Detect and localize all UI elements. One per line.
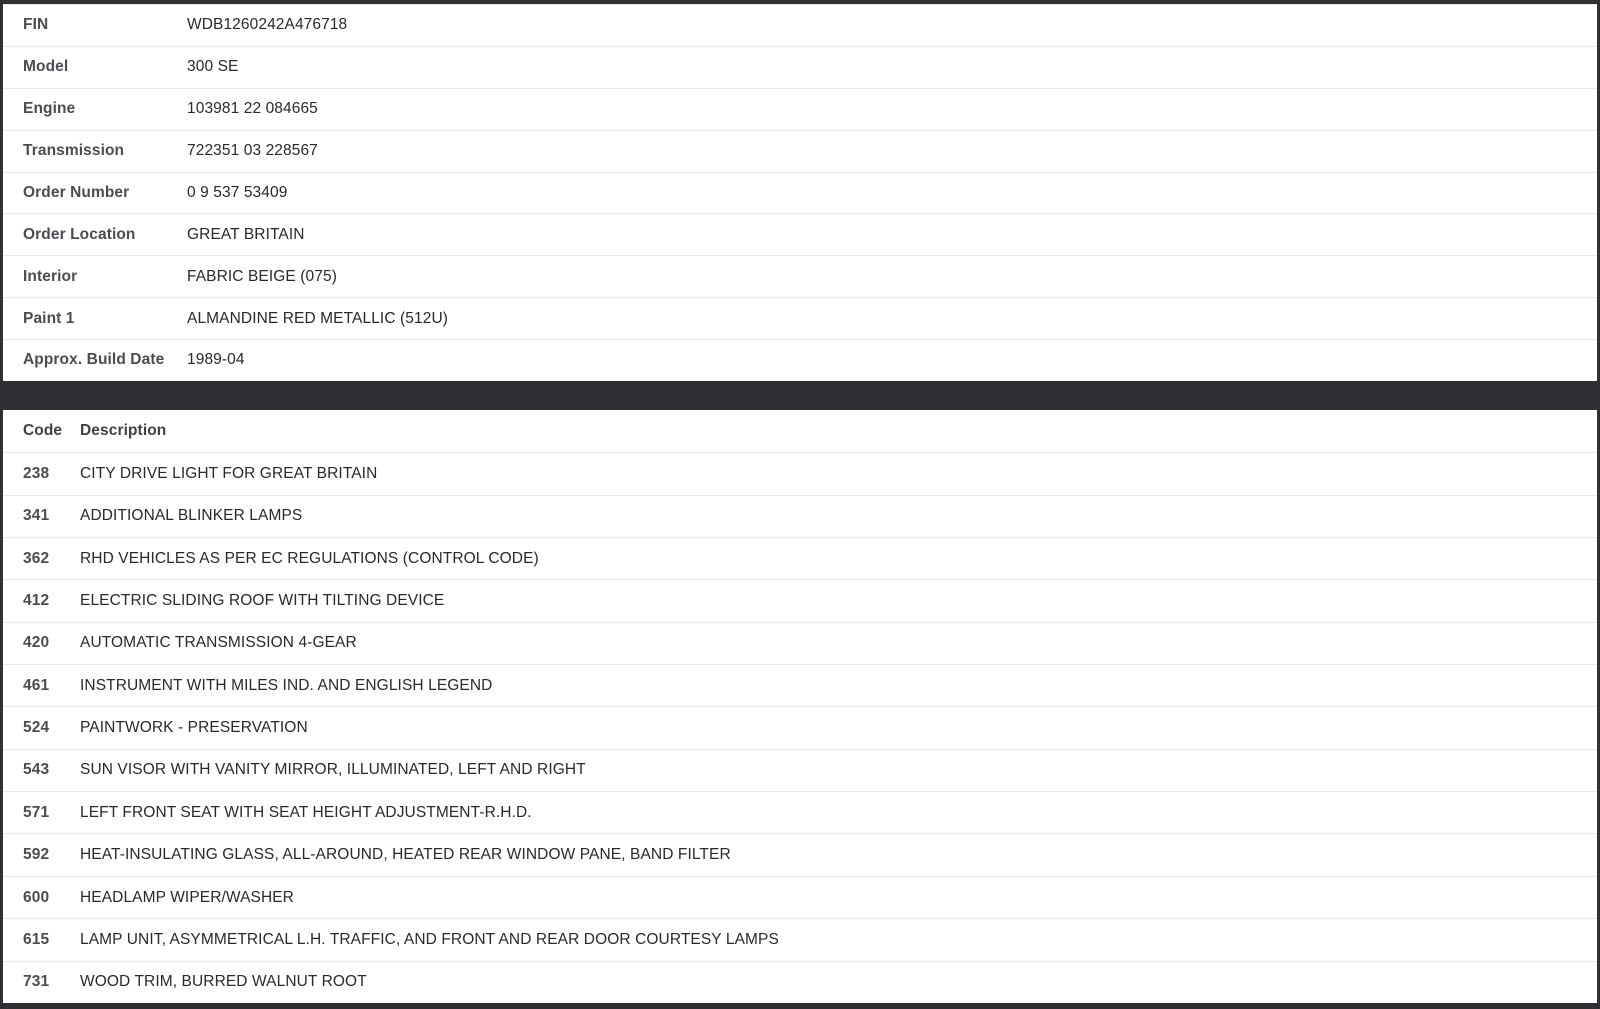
info-label: Model bbox=[23, 58, 69, 76]
option-row bbox=[3, 833, 1597, 875]
info-value: 1989-04 bbox=[187, 351, 245, 369]
info-value: 103981 22 084665 bbox=[187, 100, 318, 118]
options-header-row bbox=[3, 410, 1597, 452]
option-description: AUTOMATIC TRANSMISSION 4-GEAR bbox=[80, 634, 357, 652]
info-row bbox=[3, 255, 1597, 297]
vehicle-info-table bbox=[3, 4, 1597, 381]
option-code: 731 bbox=[23, 973, 50, 991]
info-row bbox=[3, 88, 1597, 130]
option-code: 461 bbox=[23, 676, 50, 694]
option-description: WOOD TRIM, BURRED WALNUT ROOT bbox=[80, 973, 367, 991]
option-code: 600 bbox=[23, 888, 50, 906]
info-label: Paint 1 bbox=[23, 309, 75, 327]
option-description: INSTRUMENT WITH MILES IND. AND ENGLISH LEGEND bbox=[80, 676, 493, 694]
info-row bbox=[3, 172, 1597, 214]
option-row bbox=[3, 918, 1597, 960]
info-value: GREAT BRITAIN bbox=[187, 225, 305, 243]
option-description: HEADLAMP WIPER/WASHER bbox=[80, 888, 294, 906]
info-value: ALMANDINE RED METALLIC (512U) bbox=[187, 309, 449, 327]
description-column-header: Description bbox=[80, 422, 167, 440]
option-description: RHD VEHICLES AS PER EC REGULATIONS (CONTROL CODE) bbox=[80, 549, 539, 567]
separator-band bbox=[3, 381, 1597, 410]
info-label: Approx. Build Date bbox=[23, 351, 165, 369]
option-description: CITY DRIVE LIGHT FOR GREAT BRITAIN bbox=[80, 464, 378, 482]
option-row bbox=[3, 749, 1597, 791]
option-code: 362 bbox=[23, 549, 50, 567]
option-row bbox=[3, 579, 1597, 621]
option-code: 341 bbox=[23, 507, 50, 525]
option-row bbox=[3, 706, 1597, 748]
info-row bbox=[3, 4, 1597, 46]
option-row bbox=[3, 495, 1597, 537]
options-rows bbox=[3, 452, 1597, 1003]
option-row bbox=[3, 452, 1597, 494]
info-value: WDB1260242A476718 bbox=[187, 16, 348, 34]
option-row bbox=[3, 622, 1597, 664]
option-code: 420 bbox=[23, 634, 50, 652]
option-code: 592 bbox=[23, 846, 50, 864]
option-description: ADDITIONAL BLINKER LAMPS bbox=[80, 507, 303, 525]
option-description: ELECTRIC SLIDING ROOF WITH TILTING DEVICE bbox=[80, 591, 445, 609]
option-row bbox=[3, 961, 1597, 1003]
info-label: FIN bbox=[23, 16, 49, 34]
option-description: PAINTWORK - PRESERVATION bbox=[80, 719, 308, 737]
option-code: 412 bbox=[23, 591, 50, 609]
option-row bbox=[3, 664, 1597, 706]
option-description: SUN VISOR WITH VANITY MIRROR, ILLUMINATED, LEFT AND RIGHT bbox=[80, 761, 586, 779]
info-row bbox=[3, 130, 1597, 172]
info-row bbox=[3, 213, 1597, 255]
info-label: Order Location bbox=[23, 225, 136, 243]
info-label: Interior bbox=[23, 267, 78, 285]
info-row bbox=[3, 339, 1597, 381]
info-value: 0 9 537 53409 bbox=[187, 183, 288, 201]
code-column-header: Code bbox=[23, 422, 63, 440]
info-value: FABRIC BEIGE (075) bbox=[187, 267, 337, 285]
info-value: 722351 03 228567 bbox=[187, 142, 318, 160]
option-code: 238 bbox=[23, 464, 50, 482]
info-label: Order Number bbox=[23, 183, 130, 201]
info-row bbox=[3, 297, 1597, 339]
option-code: 615 bbox=[23, 930, 50, 948]
option-code: 524 bbox=[23, 719, 50, 737]
info-value: 300 SE bbox=[187, 58, 239, 76]
option-description: LAMP UNIT, ASYMMETRICAL L.H. TRAFFIC, AND FRONT AND REAR DOOR COURTESY LAMPS bbox=[80, 930, 779, 948]
option-description: HEAT-INSULATING GLASS, ALL-AROUND, HEATED REAR WINDOW PANE, BAND FILTER bbox=[80, 846, 731, 864]
option-code: 571 bbox=[23, 803, 50, 821]
info-label: Engine bbox=[23, 100, 76, 118]
option-row bbox=[3, 876, 1597, 918]
option-row bbox=[3, 537, 1597, 579]
options-table bbox=[3, 410, 1597, 1003]
info-label: Transmission bbox=[23, 142, 125, 160]
option-row bbox=[3, 791, 1597, 833]
info-row bbox=[3, 46, 1597, 88]
option-description: LEFT FRONT SEAT WITH SEAT HEIGHT ADJUSTMENT-R.H.D. bbox=[80, 803, 532, 821]
option-code: 543 bbox=[23, 761, 50, 779]
